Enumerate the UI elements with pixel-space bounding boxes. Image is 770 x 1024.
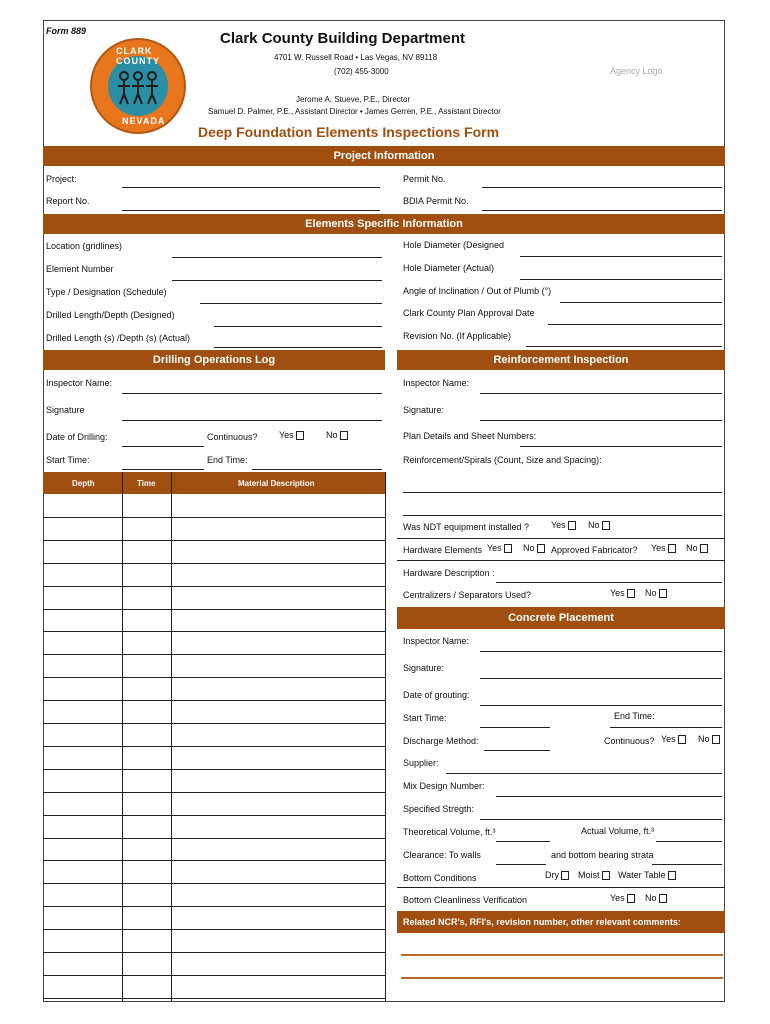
drill-end-label: End Time: [207,455,248,465]
table-row[interactable] [43,998,385,999]
no-label: No [326,430,338,440]
bearing-label: and bottom bearing strata [551,850,654,860]
bdia-label: BDIA Permit No. [403,196,469,206]
conc-inspector-field[interactable] [480,651,722,652]
cleanliness-label: Bottom Cleanliness Verification [403,895,528,905]
yes-label: Yes [487,543,502,553]
drill-start-field[interactable] [122,469,204,470]
ndt-no-option[interactable] [588,520,610,531]
table-row[interactable] [43,631,385,632]
bdia-field[interactable] [482,210,722,211]
ndt-yes-option[interactable] [551,520,576,531]
concrete-placement-bar: Concrete Placement [397,607,725,629]
table-row[interactable] [43,792,385,793]
yes-checkbox[interactable] [296,431,304,440]
hardware-label: Hardware Elements [403,545,483,555]
conc-end-field[interactable] [610,727,722,728]
hole-designed-field[interactable] [520,256,722,257]
centralizers-label: Centralizers / Separators Used? [403,590,532,600]
drill-yes-option[interactable] [279,430,304,441]
report-field[interactable] [122,210,380,211]
reinf-inspector-field[interactable] [480,393,722,394]
location-field[interactable] [172,257,382,258]
mix-design-field[interactable] [496,796,722,797]
table-row[interactable] [43,815,385,816]
reinf-signature-field[interactable] [480,420,722,421]
reinf-signature-label: Signature: [403,405,445,415]
no-checkbox[interactable] [537,544,545,553]
discharge-label: Discharge Method: [403,736,479,746]
col-time: Time [137,479,156,488]
project-field[interactable] [122,187,380,188]
clark-county-seal: CLARK COUNTY NEVADA [90,38,186,134]
row-divider [397,887,725,888]
no-label: No [523,543,535,553]
table-row[interactable] [43,540,385,541]
row-divider [397,538,725,539]
conc-start-label: Start Time: [403,713,447,723]
strength-label: Specified Stregth: [403,804,475,814]
angle-field[interactable] [560,302,722,303]
conc-signature-field[interactable] [480,678,722,679]
table-row[interactable] [43,838,385,839]
table-row[interactable] [43,769,385,770]
drilled-designed-label: Drilled Length/Depth (Designed) [46,310,175,320]
table-row[interactable] [43,883,385,884]
table-row[interactable] [43,975,385,976]
plan-approval-label: Clark County Plan Approval Date [403,308,535,318]
yes-label: Yes [610,588,625,598]
yes-label: Yes [279,430,294,440]
log-divider-1 [122,472,123,1002]
yes-checkbox[interactable] [504,544,512,553]
moist-checkbox[interactable] [602,871,610,880]
no-label: No [686,543,698,553]
table-row[interactable] [43,723,385,724]
no-checkbox[interactable] [340,431,348,440]
hole-designed-label: Hole Diameter (Designed [403,240,505,250]
drilled-actual-label: Drilled Length (s) /Depth (s) (Actual) [46,333,191,343]
table-row[interactable] [43,929,385,930]
yes-checkbox[interactable] [668,544,676,553]
drill-start-label: Start Time: [46,455,90,465]
drilled-actual-field[interactable] [214,347,382,348]
hw-yes-option[interactable] [487,543,512,554]
yes-checkbox[interactable] [568,521,576,530]
plan-details-field[interactable] [520,446,722,447]
col-depth: Depth [72,479,95,488]
permit-field[interactable] [482,187,722,188]
table-row[interactable] [43,677,385,678]
water-table-option[interactable] [618,870,676,881]
ndt-label: Was NDT equipment installed ? [403,522,530,532]
phone: (702) 455-3000 [334,67,389,76]
moist-option[interactable] [578,870,610,881]
water-table-label: Water Table [618,870,666,880]
no-checkbox[interactable] [659,589,667,598]
hw-desc-label: Hardware Description : [403,568,495,578]
drilled-designed-field[interactable] [214,326,382,327]
dry-checkbox[interactable] [561,871,569,880]
spirals-field-1[interactable] [403,492,722,493]
project-label: Project: [46,174,77,184]
agency-logo-placeholder: Agency Logo [610,66,663,76]
col-material: Material Description [238,479,315,488]
clearance-label: Clearance: To walls [403,850,481,860]
yes-checkbox[interactable] [678,735,686,744]
no-checkbox[interactable] [712,735,720,744]
hole-actual-label: Hole Diameter (Actual) [403,263,495,273]
conc-yes-option[interactable] [661,734,686,745]
form-title: Deep Foundation Elements Inspections Form [198,124,500,140]
moist-label: Moist [578,870,600,880]
bearing-field[interactable] [652,864,722,865]
log-divider-2 [171,472,172,1002]
no-checkbox[interactable] [659,894,667,903]
table-row[interactable] [43,952,385,953]
drilling-log-bar: Drilling Operations Log [43,350,385,370]
fab-yes-option[interactable] [651,543,676,554]
plan-details-label: Plan Details and Sheet Numbers: [403,431,537,441]
yes-checkbox[interactable] [627,894,635,903]
report-label: Report No. [46,196,90,206]
drill-date-field[interactable] [122,446,204,447]
drill-no-option[interactable] [326,430,348,441]
revision-field[interactable] [526,346,722,347]
spirals-field-2[interactable] [403,515,722,516]
yes-label: Yes [661,734,676,744]
table-row[interactable] [43,906,385,907]
related-comments-label: Related NCR's, RFI's, revision number, other relevant comments: [403,917,681,927]
supplier-field[interactable] [446,773,722,774]
no-checkbox[interactable] [700,544,708,553]
hw-no-option[interactable] [523,543,545,554]
yes-checkbox[interactable] [627,589,635,598]
grouting-date-field[interactable] [480,705,722,706]
row-divider [397,560,725,561]
drill-inspector-label: Inspector Name: [46,378,113,388]
assistant-directors: Samuel D. Palmer, P.E., Assistant Director • James Gerren, P.E., Assistant Director [208,107,501,116]
water-table-checkbox[interactable] [668,871,676,880]
type-field[interactable] [200,303,382,304]
drill-date-label: Date of Drilling: [46,432,108,442]
no-label: No [698,734,710,744]
drill-continuous-label: Continuous? [207,432,258,442]
no-label: No [645,893,657,903]
project-information-bar: Project Information [43,146,725,166]
comments-line-1[interactable] [401,954,723,956]
comments-line-2[interactable] [401,977,723,979]
drill-signature-field[interactable] [122,420,382,421]
plan-approval-field[interactable] [548,324,722,325]
form-number: Form 889 [46,26,87,36]
dry-label: Dry [545,870,559,880]
dry-option[interactable] [545,870,569,881]
cent-yes-option[interactable] [610,588,635,599]
discharge-field[interactable] [484,750,550,751]
table-row[interactable] [43,586,385,587]
elements-info-bar: Elements Specific Information [43,214,725,234]
hole-actual-field[interactable] [520,279,722,280]
clean-no-option[interactable] [645,893,667,904]
supplier-label: Supplier: [403,758,439,768]
conc-end-label: End Time: [614,711,655,721]
table-row[interactable] [43,746,385,747]
revision-label: Revision No. (If Applicable) [403,331,512,341]
angle-label: Angle of Inclination / Out of Plumb (°) [403,286,552,296]
strength-field[interactable] [480,819,722,820]
table-row[interactable] [43,860,385,861]
yes-label: Yes [610,893,625,903]
spirals-label: Reinforcement/Spirals (Count, Size and Spacing): [403,455,602,465]
actual-volume-field[interactable] [656,841,722,842]
element-number-label: Element Number [46,264,114,274]
cent-no-option[interactable] [645,588,667,599]
mix-design-label: Mix Design Number: [403,781,485,791]
conc-continuous-label: Continuous? [604,736,655,746]
conc-no-option[interactable] [698,734,720,745]
table-row[interactable] [43,517,385,518]
theoretical-volume-label: Theoretical Volume, ft.³ [403,827,496,837]
reinforcement-bar: Reinforcement Inspection [397,350,725,370]
conc-start-field[interactable] [480,727,550,728]
address: 4701 W. Russell Road • Las Vegas, NV 89118 [274,53,438,62]
no-checkbox[interactable] [602,521,610,530]
hw-desc-field[interactable] [496,582,722,583]
conc-signature-label: Signature: [403,663,445,673]
table-row[interactable] [43,700,385,701]
table-row[interactable] [43,654,385,655]
drill-inspector-field[interactable] [122,393,382,394]
grouting-date-label: Date of grouting: [403,690,470,700]
actual-volume-label: Actual Volume, ft.³ [581,826,655,836]
director: Jerome A. Stueve, P.E., Director [296,95,411,104]
no-label: No [588,520,600,530]
bottom-conditions-label: Bottom Conditions [403,873,477,883]
yes-label: Yes [651,543,666,553]
fab-no-option[interactable] [686,543,708,554]
clean-yes-option[interactable] [610,893,635,904]
drill-signature-label: Signature [46,405,85,415]
reinf-inspector-label: Inspector Name: [403,378,470,388]
permit-label: Permit No. [403,174,446,184]
theoretical-volume-field[interactable] [496,841,550,842]
yes-label: Yes [551,520,566,530]
clearance-walls-field[interactable] [496,864,546,865]
table-row[interactable] [43,609,385,610]
conc-inspector-label: Inspector Name: [403,636,470,646]
no-label: No [645,588,657,598]
drill-end-field[interactable] [252,469,382,470]
log-divider-3 [385,472,386,1002]
type-label: Type / Designation (Schedule) [46,287,167,297]
department-name: Clark County Building Department [220,30,466,47]
fabricator-label: Approved Fabricator? [551,545,638,555]
element-number-field[interactable] [172,280,382,281]
table-row[interactable] [43,563,385,564]
location-label: Location (gridlines) [46,241,123,251]
